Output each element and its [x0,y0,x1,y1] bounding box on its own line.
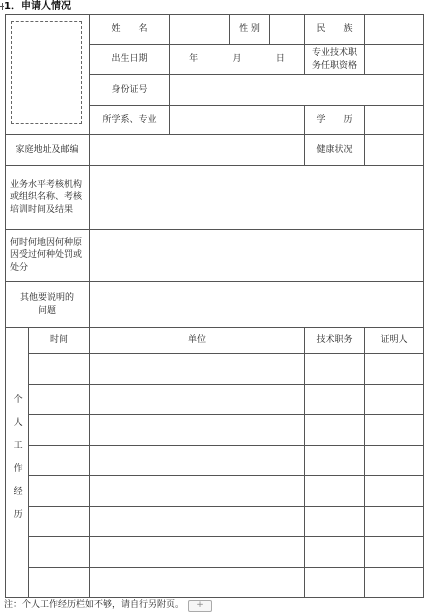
ethnicity-label: 民 族 [305,14,365,45]
id-number-field[interactable] [170,75,424,106]
professional-title-label: 专业技术职务任职资格 [305,45,365,75]
health-field[interactable] [365,135,424,166]
history-cell-time[interactable] [29,415,90,446]
history-cell-time[interactable] [29,507,90,537]
id-number-label: 身份证号 [90,75,170,106]
address-field[interactable] [90,135,305,166]
history-cell-position[interactable] [305,446,365,476]
other-notes-field[interactable] [90,282,424,328]
birth-date-label: 出生日期 [90,45,170,75]
discipline-label: 何时何地因何种原因受过何种处罚或处分 [5,230,90,282]
history-cell-unit[interactable] [90,354,305,385]
history-cell-position[interactable] [305,537,365,568]
major-field[interactable] [170,106,305,135]
history-cell-time[interactable] [29,537,90,568]
history-header-unit: 单位 [90,328,305,354]
education-field[interactable] [365,106,424,135]
discipline-field[interactable] [90,230,424,282]
history-cell-time[interactable] [29,568,90,598]
gender-field[interactable] [270,14,305,45]
work-history-text: 个人工作经历 [11,393,22,532]
add-page-button[interactable]: + [188,600,212,612]
assessment-field[interactable] [90,166,424,230]
other-notes-label: 其他要说明的问题 [5,282,90,328]
footer-note-text: 注：个人工作经历栏如不够，请自行另附页。 [4,600,185,610]
history-cell-reference[interactable] [365,446,424,476]
photo-cell [5,14,90,135]
history-cell-reference[interactable] [365,537,424,568]
assessment-label: 业务水平考核机构或组织名称、考核培训时间及结果 [5,166,90,230]
history-cell-unit[interactable] [90,476,305,507]
history-cell-time[interactable] [29,385,90,415]
professional-title-field[interactable] [365,45,424,75]
education-label: 学 历 [305,106,365,135]
day-label: 日 [275,54,285,65]
history-cell-reference[interactable] [365,568,424,598]
history-cell-position[interactable] [305,415,365,446]
birth-date-field[interactable] [170,45,305,75]
ethnicity-field[interactable] [365,14,424,45]
photo-placeholder[interactable] [11,21,82,124]
history-cell-unit[interactable] [90,507,305,537]
applicant-form [5,14,424,598]
history-header-position: 技术职务 [305,328,365,354]
history-cell-position[interactable] [305,507,365,537]
history-header-reference: 证明人 [365,328,424,354]
section-title: 1．申请人情况 [4,1,71,12]
history-cell-time[interactable] [29,446,90,476]
history-header-time: 时间 [29,328,90,354]
history-cell-time[interactable] [29,476,90,507]
history-cell-reference[interactable] [365,354,424,385]
history-cell-reference[interactable] [365,507,424,537]
history-cell-reference[interactable] [365,476,424,507]
history-cell-time[interactable] [29,354,90,385]
history-cell-unit[interactable] [90,446,305,476]
name-field[interactable] [170,14,230,45]
history-cell-position[interactable] [305,476,365,507]
major-label: 所学系、专业 [90,106,170,135]
corner-mark-vertical [2,3,3,10]
year-label: 年 [189,54,199,65]
history-cell-unit[interactable] [90,385,305,415]
footer-note [4,599,212,612]
name-label: 姓 名 [90,14,170,45]
gender-label: 性 别 [230,14,270,45]
history-cell-reference[interactable] [365,415,424,446]
history-cell-position[interactable] [305,568,365,598]
address-label: 家庭地址及邮编 [5,135,90,166]
history-cell-reference[interactable] [365,385,424,415]
history-cell-position[interactable] [305,385,365,415]
health-label: 健康状况 [305,135,365,166]
history-cell-unit[interactable] [90,537,305,568]
history-cell-unit[interactable] [90,415,305,446]
history-cell-position[interactable] [305,354,365,385]
month-label: 月 [232,54,242,65]
work-history-label [5,328,29,598]
history-cell-unit[interactable] [90,568,305,598]
